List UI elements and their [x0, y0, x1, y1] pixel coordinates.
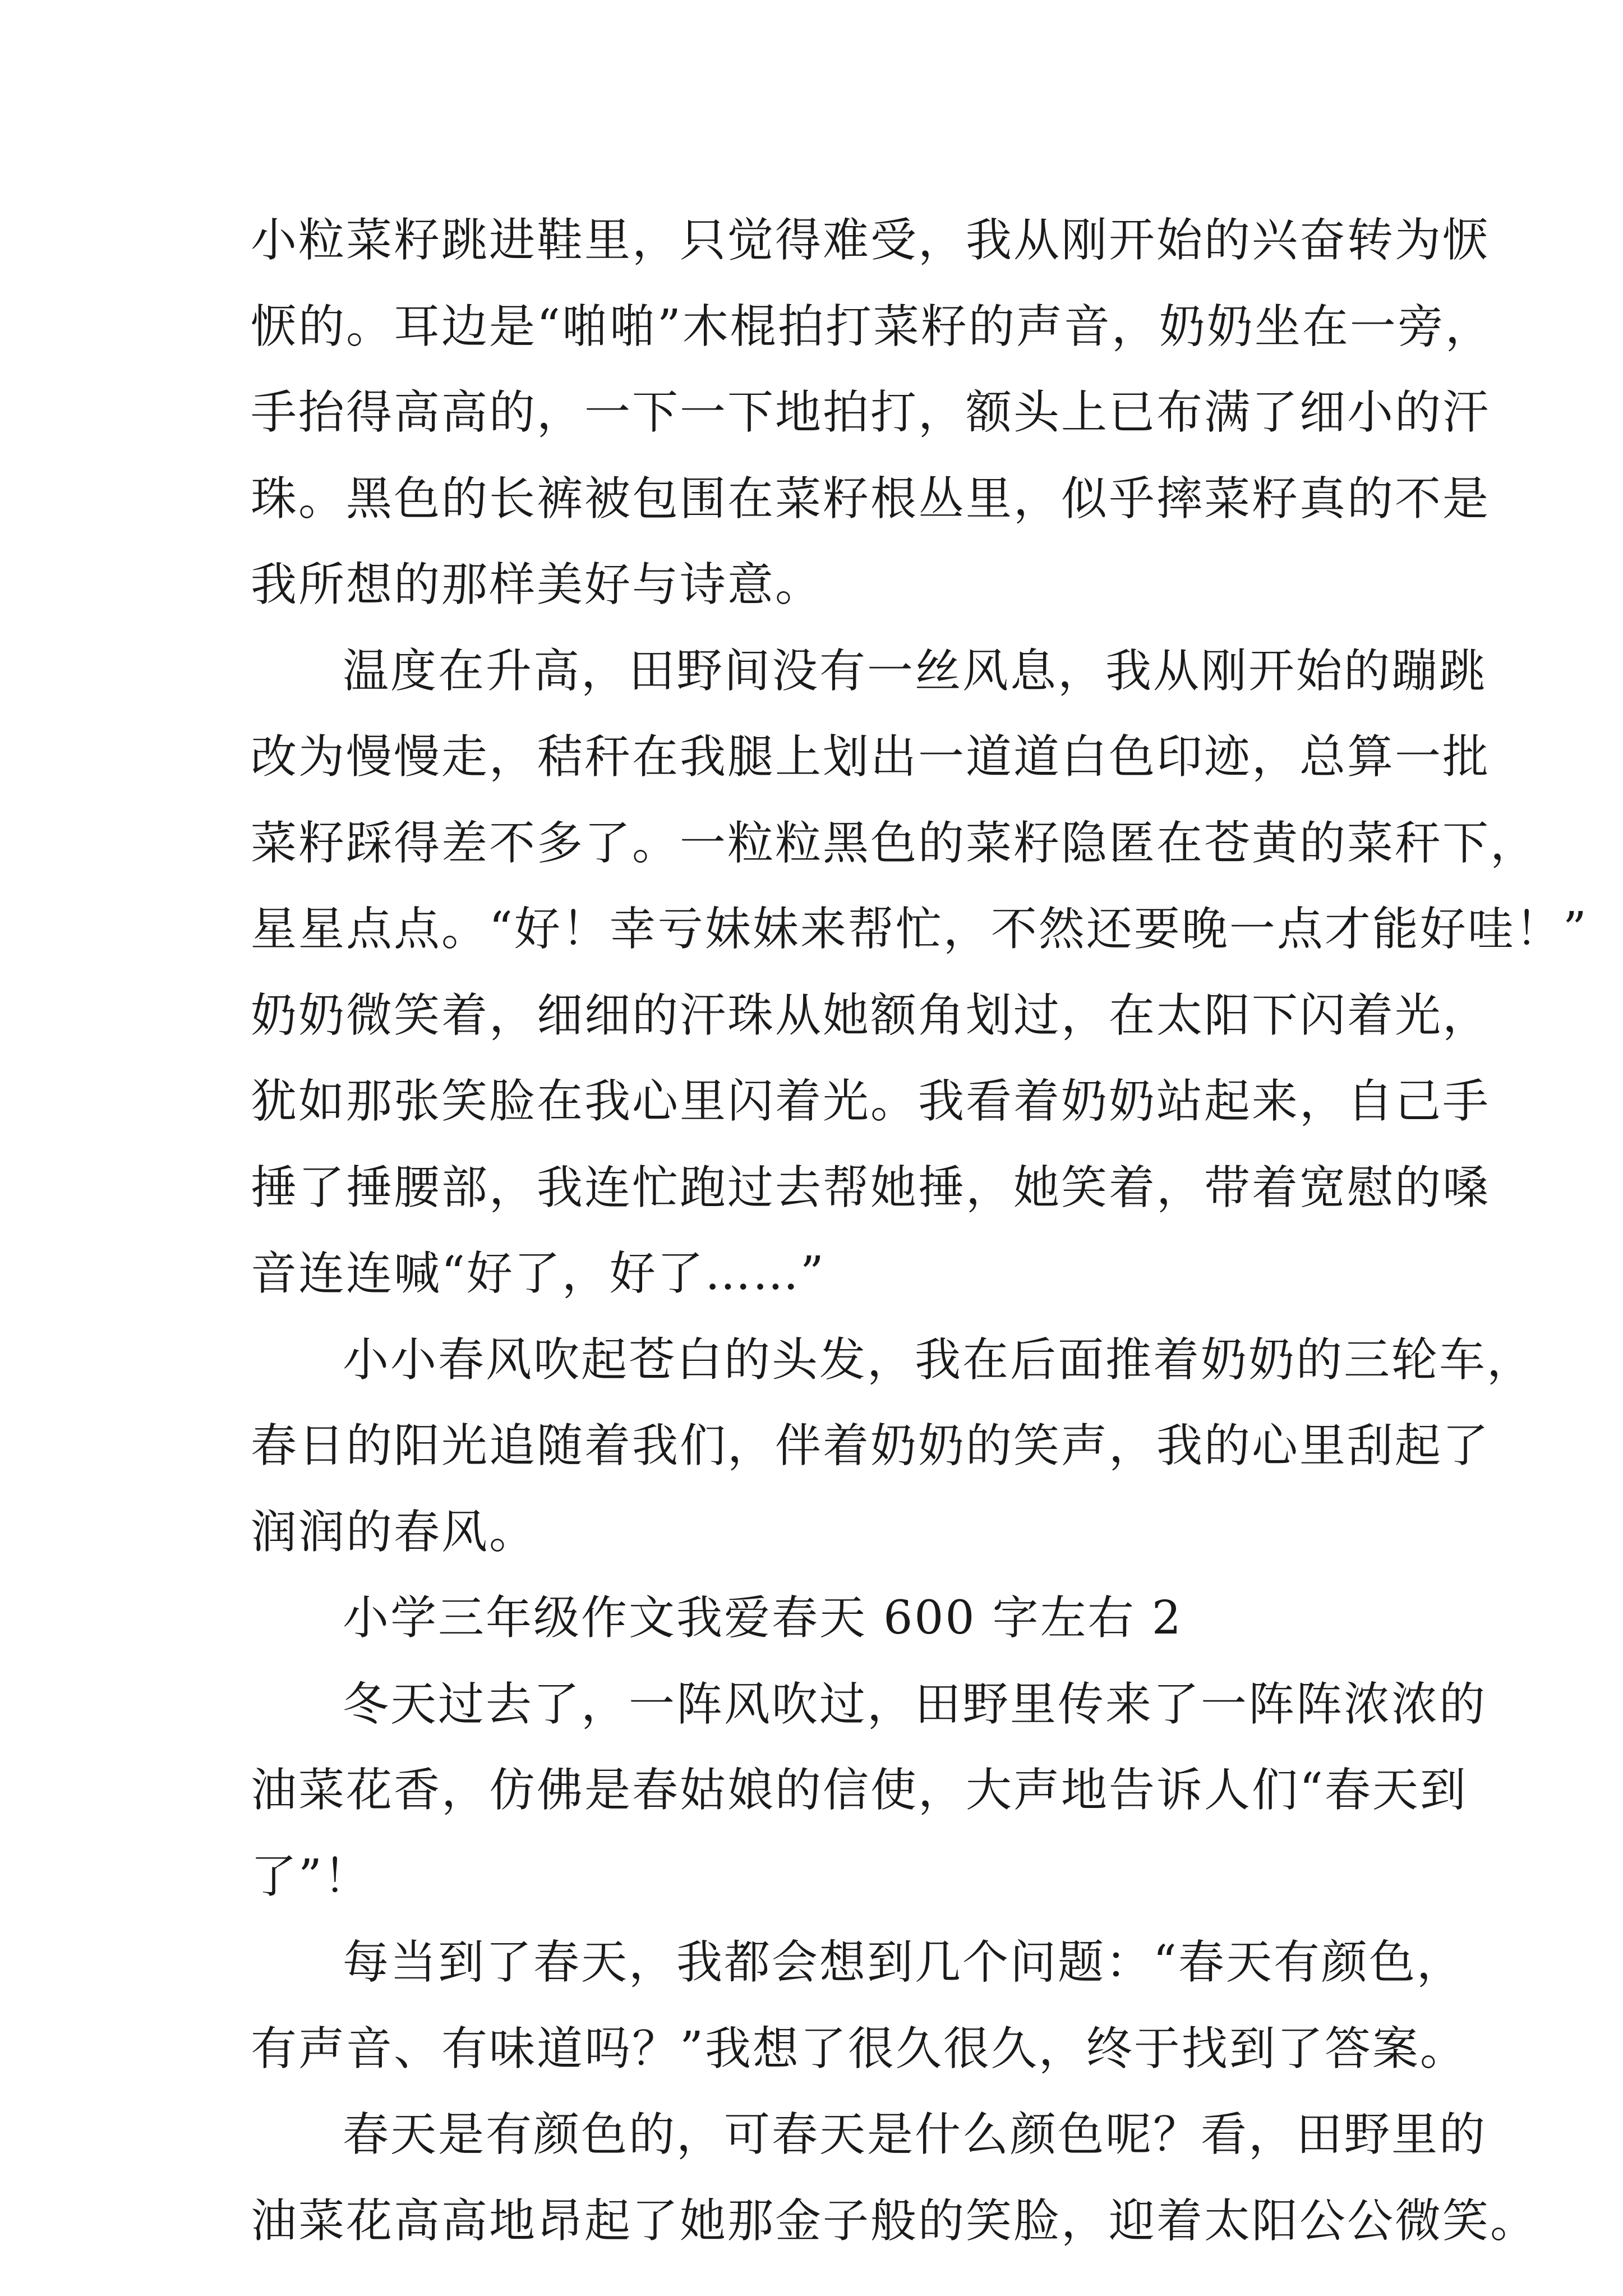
text-line: 我所想的那样美好与诗意。 [251, 558, 823, 611]
text-line: 珠。黑色的长裤被包围在菜籽根丛里，似乎摔菜籽真的不是 [251, 472, 1491, 526]
paragraph-6 [251, 1920, 1468, 2092]
document-body [251, 197, 1588, 2264]
text-line: 油菜花香，仿佛是春姑娘的信使，大声地告诉人们“春天到 [251, 1764, 1468, 1817]
paragraph-1 [251, 197, 1493, 628]
text-line: 每当到了春天，我都会想到几个问题：“春天有颜色， [343, 1936, 1464, 1989]
text-line: 春天是有颜色的，可春天是什么颜色呢？看，田野里的 [343, 2108, 1487, 2161]
paragraph-2 [251, 628, 1588, 1317]
text-line: 奶奶微笑着，细细的汗珠从她额角划过，在太阳下闪着光， [251, 988, 1491, 1042]
paragraph-7 [251, 2092, 1538, 2264]
heading-line: 小学三年级作文我爱春天 600 字左右 2 [343, 1591, 1183, 1645]
text-line: 犹如那张笑脸在我心里闪着光。我看着奶奶站起来，自己手 [251, 1075, 1491, 1128]
paragraph-3 [251, 1317, 1535, 1576]
text-line: 油菜花高高地昂起了她那金子般的笑脸，迎着太阳公公微笑。 [251, 2194, 1538, 2248]
text-line: 恹的。耳边是“啪啪”木棍拍打菜籽的声音，奶奶坐在一旁， [251, 300, 1493, 353]
text-line: 了”！ [251, 1849, 371, 1903]
text-line: 冬天过去了，一阵风吹过，田野里传来了一阵阵浓浓的 [343, 1677, 1487, 1731]
text-line: 音连连喊“好了，好了……” [251, 1247, 826, 1300]
paragraph-5 [251, 1662, 1487, 1920]
text-line: 手抬得高高的，一下一下地拍打，额头上已布满了细小的汗 [251, 386, 1491, 439]
text-line: 星星点点。“好！幸亏妹妹来帮忙，不然还要晚一点才能好哇！” [251, 903, 1588, 956]
text-line: 温度在升高，田野间没有一丝风息，我从刚开始的蹦跳 [343, 644, 1487, 698]
text-line: 改为慢慢走，秸秆在我腿上划出一道道白色印迹，总算一批 [251, 730, 1491, 784]
text-line: 春日的阳光追随着我们，伴着奶奶的笑声，我的心里刮起了 [251, 1419, 1491, 1473]
text-line: 润润的春风。 [251, 1505, 537, 1559]
section-heading [251, 1575, 1378, 1662]
text-line: 小粒菜籽跳进鞋里，只觉得难受，我从刚开始的兴奋转为恹 [251, 214, 1491, 267]
text-line: 有声音、有味道吗？”我想了很久很久，终于找到了答案。 [251, 2022, 1468, 2076]
text-line: 小小春风吹起苍白的头发，我在后面推着奶奶的三轮车， [343, 1333, 1535, 1387]
text-line: 捶了捶腰部，我连忙跑过去帮她捶，她笑着，带着宽慰的嗓 [251, 1161, 1491, 1214]
text-line: 菜籽踩得差不多了。一粒粒黑色的菜籽隐匿在苍黄的菜秆下， [251, 816, 1538, 870]
